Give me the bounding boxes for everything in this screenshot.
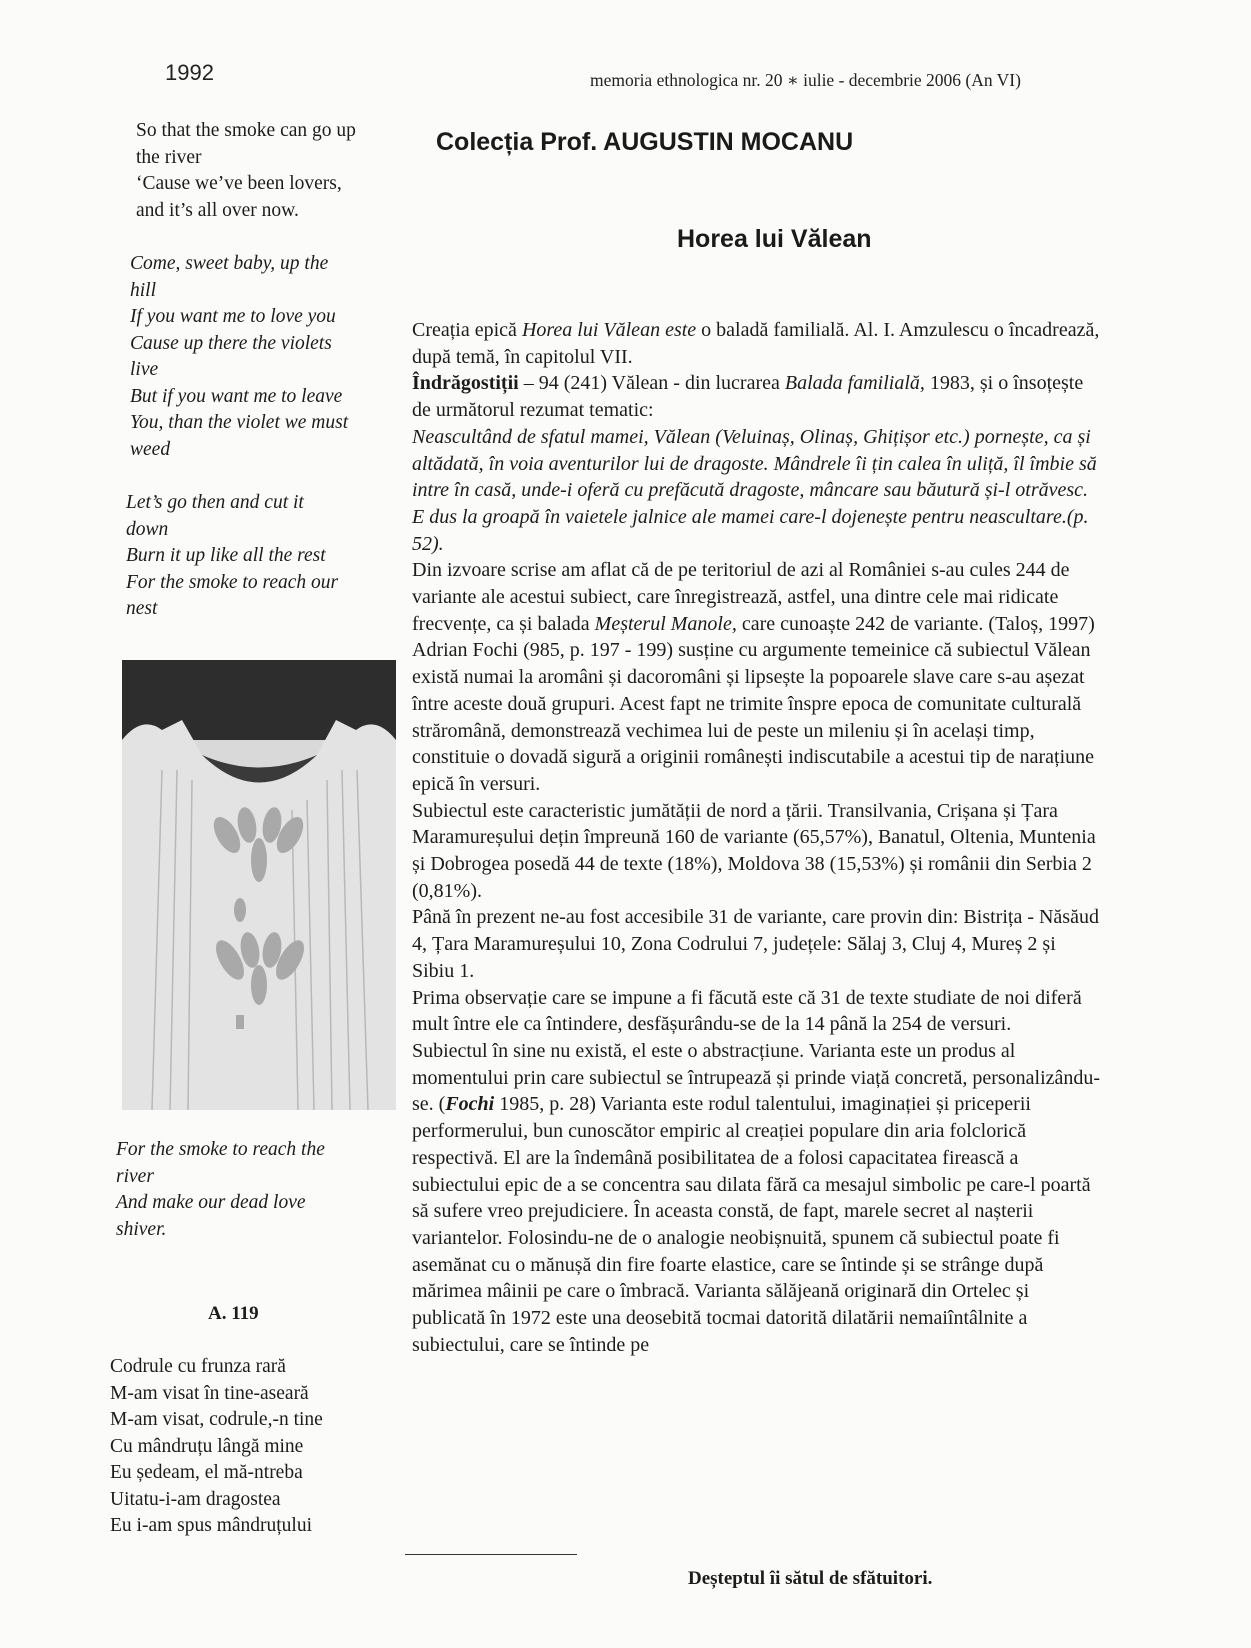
text-run: Neascultând de sfatul mamei, Vălean (Veluinaș, Olinaș, Ghițișor etc.) pornește, ca și altădată, în voia aventurilor lui de dragoste. Mândrele îi țin calea în uliță, îl îmbie să intre în casă, unde-i oferă cu prefăcută dragoste, mâncare sau băutură și-l otrăvesc. E dus la groapă în vaietele jalnice ale mamei care-l dojenește pentru neascultare.(p. 52).: [412, 425, 1097, 555]
left-column: [110, 118, 400, 650]
text-run: Horea lui Vălean este: [521, 319, 697, 341]
verse-line: Eu ședeam, el mă-ntreba: [110, 1462, 303, 1483]
verse-line: Cause up there the violets: [130, 332, 332, 354]
verse-line: Codrule cu frunza rară: [110, 1356, 286, 1377]
verse-line: If you want me to love you: [130, 306, 336, 327]
verse-line: and it’s all over now.: [136, 199, 299, 221]
embroidered-blouse-photo: [122, 660, 396, 1110]
paragraph: Adrian Fochi (985, p. 197 - 199) susține cu argumente temeinice că subiectul Vălean există numai la aromâni și dacoromâni și lipsește la popoarele slave care s-au așezat între aceste două grupuri. Acest fapt ne trimite înspre epoca de comunitate culturală străromână, demonstrează vechimea lui de peste un mileniu și în același timp, constituie o dovadă sigură a originii românești indiscutabile a acestui tip de narațiune epică în versuri.: [412, 639, 1095, 795]
text-run: Meșterul Manole,: [594, 612, 737, 635]
footnote-rule: [405, 1554, 577, 1555]
paragraph: [412, 317, 1102, 557]
paragraph: Subiectul este caracteristic jumătății de nord a țării. Transilvania, Crișana și Țara Maramureșului dețin împreună 160 de variante (65,57%), Banatul, Oltenia, Muntenia și Dobrogea posedă 44 de texte (18%), Moldova 38 (15,53%) și românii din Serbia 2 (0,81%).: [412, 799, 1096, 902]
verse-line: Cu mândruțu lângă mine: [110, 1435, 304, 1457]
journal-header: memoria ethnologica nr. 20 ∗ iulie - decembrie 2006 (An VI): [590, 70, 1021, 90]
article-title: Horea lui Vălean: [677, 225, 872, 253]
text-run: 1985, p. 28) Varianta este rodul talentului, imaginației și priceperii performerului, bun cunoscător empiric al creației populare din aria folclorică respectivă. El are la îndemână posibilitatea de a folosi capacitatea firească a subiectului epic de a se concentra sau dilata fără ca mesajul simbolic pe care-l poartă să sufere vreo prejudiciere. În aceasta constă, de fapt, marele secret al nașterii variantelor. Folosindu-ne de o analogie neobișnuită, spunem că subiectul poate fi asemănat cu o mănușă din fire foarte elastice, care se întinde și se strânge după mărimea mâinii pe care o îmbracă. Varianta sălăjeană originară din Ortelec și publicată în 1972 este una deosebită tocmai datorită dilatării nemaiîntâlnite a subiectului, care se întinde pe: [412, 1093, 1091, 1356]
text-run: 1983, și o însoțește de următorul rezumat tematic:: [412, 372, 1084, 422]
verse-line: But if you want me to leave: [130, 385, 343, 407]
verse-line: nest: [126, 598, 158, 619]
photo-caption: [116, 1137, 386, 1243]
paragraph: [412, 1038, 1102, 1358]
text-run: o baladă familială. Al. I. Amzulescu o încadrează, după temă, în capitolul VII.: [412, 319, 1100, 368]
section-identifier: A. 119: [208, 1303, 259, 1324]
verse-line: Burn it up like all the rest: [126, 545, 326, 566]
verse-line: M-am visat, codrule,-n tine: [110, 1409, 323, 1430]
english-stanza-2: [110, 251, 400, 463]
verse-line: M-am visat în tine-aseară: [110, 1382, 309, 1404]
verse-line: Eu i-am spus mândruțului: [110, 1515, 313, 1536]
verse-line: down: [126, 518, 169, 540]
verse-line: hill: [130, 279, 157, 301]
verse-line: And make our dead love: [116, 1192, 306, 1213]
paragraph: [412, 557, 1102, 637]
footer-proverb: Deșteptul îi sătul de sfătuitori.: [688, 1568, 933, 1589]
verse-line: Uitatu-i-am dragostea: [110, 1488, 281, 1510]
text-run: Fochi: [445, 1093, 495, 1116]
paragraph: Până în prezent ne-au fost accesibile 31 de variante, care provin din: Bistrița - Năsăud 4, Țara Maramureșului 10, Zona Codrului 7, județele: Sălaj 3, Cluj 4, Mureș 2 și Sibiu 1.: [412, 906, 1099, 982]
text-run: Balada familială,: [784, 372, 925, 395]
romanian-poem: [110, 1354, 390, 1540]
verse-line: ‘Cause we’ve been lovers,: [136, 173, 342, 194]
page-number: 1992: [165, 60, 214, 85]
verse-line: shiver.: [116, 1218, 167, 1240]
english-stanza-3: [110, 490, 400, 623]
verse-line: For the smoke to reach our: [126, 571, 339, 593]
verse-line: Come, sweet baby, up the: [130, 253, 329, 274]
verse-line: weed: [130, 438, 171, 460]
english-stanza-1: [110, 118, 400, 224]
paragraph: Prima observație care se impune a fi făcută este că 31 de texte studiate de noi diferă mult între ele ca întindere, desfășurându-se de la 14 până la 254 de versuri.: [412, 986, 1082, 1036]
verse-line: the river: [136, 146, 202, 168]
text-run: care cunoaște 242 de variante. (Taloș, 1997): [736, 612, 1095, 635]
text-run: Îndrăgostiții: [412, 372, 519, 395]
collection-title: Colecția Prof. AUGUSTIN MOCANU: [436, 128, 854, 156]
article-body: [412, 317, 1102, 1358]
text-run: – 94 (241) Vălean - din lucrarea: [518, 372, 785, 395]
verse-line: For the smoke to reach the: [116, 1139, 325, 1160]
verse-line: You, than the violet we must: [130, 412, 349, 433]
text-run: Din izvoare scrise am aflat că de pe teritoriul de azi al României s-au cules 244 de variante ale acestui subiect, care înregistrează, astfel, una dintre cele mai ridicate frecvențe, ca și balada: [412, 559, 1070, 635]
verse-line: So that the smoke can go up: [136, 120, 356, 141]
text-run: Subiectul în sine nu există, el este o abstracțiune. Varianta este un produs al momentului prin care subiectul se întrupează și prinde viață concretă, personalizându-se. (: [412, 1039, 1101, 1116]
verse-line: Let’s go then and cut it: [126, 492, 304, 513]
text-run: Creația epică: [412, 319, 522, 341]
verse-line: live: [130, 359, 159, 380]
verse-line: river: [116, 1165, 154, 1187]
